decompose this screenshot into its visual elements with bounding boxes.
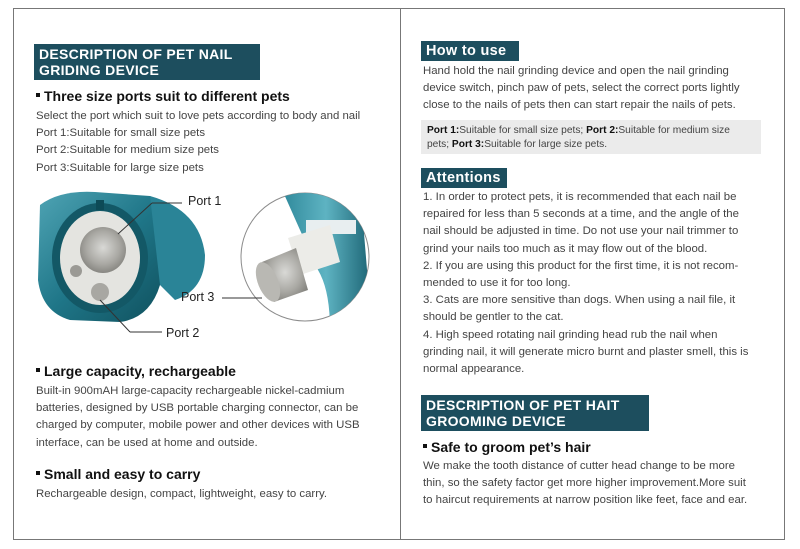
- attentions-body: [423, 189, 773, 378]
- note-text1: Suitable for small size pets;: [459, 125, 587, 136]
- banner-line-1: DESCRIPTION OF PET HAIT: [426, 397, 620, 413]
- text-line: 2. If you are using this product for the first time, it is not recom-: [423, 259, 739, 272]
- note-port1: Port 1:: [427, 125, 460, 136]
- text-line: grinding nail, it will generate micro burnt and plaster smell, this is: [423, 345, 749, 358]
- port3-label: Port 3: [181, 290, 215, 304]
- text-line: Port 3:Suitable for large size pets: [36, 161, 204, 174]
- text-line: device switch, pinch paw of pets, select the correct ports lightly: [423, 82, 740, 95]
- hair-heading-text: Safe to groom pet’s hair: [431, 439, 591, 455]
- portable-heading-text: Small and easy to carry: [44, 466, 201, 482]
- text-line: Built-in 900mAH large-capacity rechargeable nickel-cadmium: [36, 385, 345, 397]
- text-line: Port 2:Suitable for medium size pets: [36, 144, 219, 157]
- text-line: grind your nails too much as it may flow out of the blood.: [423, 242, 708, 255]
- note-port2: Port 2:: [586, 125, 619, 136]
- text-line: repaired for less than 5 seconds at a time, and the angle of the: [423, 208, 739, 221]
- text-line: nail should be adjusted in time. Do not use your nail trimmer to: [423, 225, 739, 238]
- text-line: close to the nails of pets then can start repair the nails of pets.: [423, 99, 736, 112]
- text-line: Select the port which suit to love pets according to body and nail: [36, 110, 361, 122]
- ports-note-box: [421, 120, 761, 154]
- note-text2b: pets;: [427, 139, 452, 150]
- port2-label: Port 2: [166, 326, 200, 340]
- bullet-square-icon: [36, 368, 40, 372]
- text-line: charged by computer, mobile power and other devices with USB: [36, 419, 360, 432]
- note-port3: Port 3:: [451, 139, 485, 150]
- text-line: should be gentler to the cat.: [423, 311, 564, 324]
- text-line: batteries, designed by USB portable charging connector, can be: [36, 402, 359, 415]
- bullet-square-icon: [423, 444, 427, 448]
- text-line: Hand hold the nail grinding device and open the nail grinding: [423, 65, 729, 77]
- text-line: Rechargeable design, compact, lightweight, easy to carry.: [36, 488, 328, 500]
- portable-heading: [36, 466, 200, 482]
- note-text3: Suitable for large size pets.: [484, 139, 608, 150]
- banner-line-2: GRIDING DEVICE: [39, 62, 160, 78]
- hair-body: [423, 458, 773, 510]
- how-to-use-banner: How to use: [421, 41, 519, 61]
- capacity-heading-text: Large capacity, rechargeable: [44, 363, 236, 379]
- port1-label: Port 1: [188, 194, 222, 208]
- text-line: thin, so the safety factor get more higher improvement.More suit: [423, 477, 746, 490]
- bullet-square-icon: [36, 471, 40, 475]
- attentions-banner: Attentions: [421, 168, 507, 188]
- text-line: 1. In order to protect pets, it is recommended that each nail be: [423, 191, 737, 203]
- text-line: Port 1:Suitable for small size pets: [36, 127, 206, 140]
- grinder-head-front-view: [38, 192, 205, 322]
- note-text2: Suitable for medium size: [618, 125, 730, 136]
- text-line: interface, can be used at home and outside.: [36, 436, 258, 449]
- text-line: normal appearance.: [423, 363, 525, 376]
- text-line: We make the tooth distance of cutter head change to be more: [423, 460, 735, 472]
- three-ports-heading-text: Three size ports suit to different pets: [44, 88, 290, 104]
- grinder-head-side-view: [241, 185, 372, 330]
- how-to-use-body: [423, 63, 773, 115]
- text-line: 4. High speed rotating nail grinding head rub the nail when: [423, 328, 718, 341]
- portable-body: [36, 486, 386, 503]
- capacity-body: [36, 383, 386, 452]
- hair-heading: [423, 439, 591, 455]
- banner-line-2: GROOMING DEVICE: [426, 413, 566, 429]
- text-line: to haircut requirements at narrow position like feet, face and ear.: [423, 494, 748, 507]
- banner-line-1: DESCRIPTION OF PET NAIL: [39, 46, 233, 62]
- text-line: 3. Cats are more sensitive than dogs. When using a nail file, it: [423, 294, 736, 307]
- text-line: mended to use it for too long.: [423, 277, 571, 290]
- capacity-heading: [36, 363, 236, 379]
- hair-device-banner: [421, 395, 649, 431]
